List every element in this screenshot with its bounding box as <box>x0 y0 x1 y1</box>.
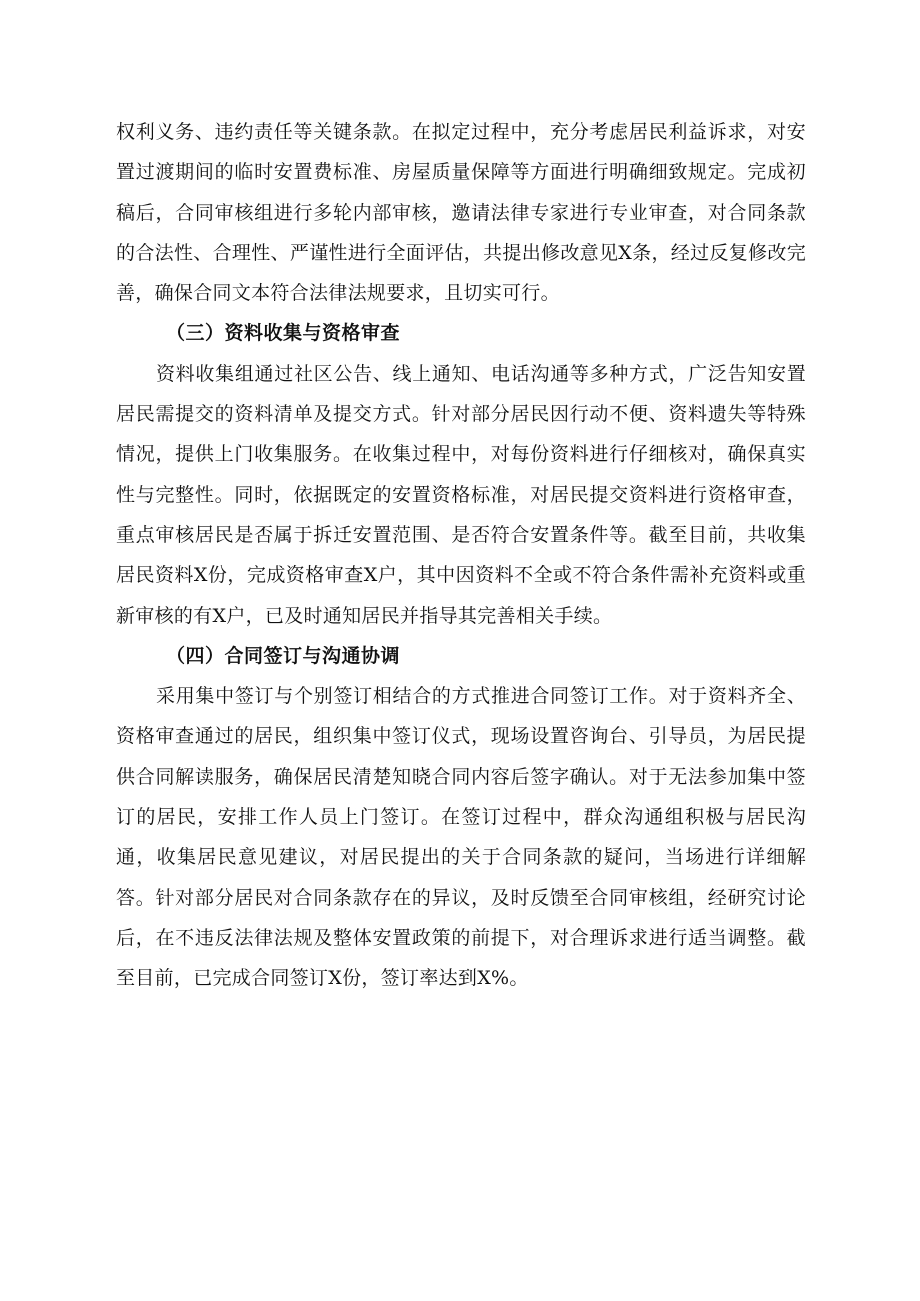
paragraph-contract-drafting: 权利义务、违约责任等关键条款。在拟定过程中，充分考虑居民利益诉求，对安置过渡期间的临时安置费标准、房屋质量保障等方面进行明确细致规定。完成初稿后，合同审核组进行多轮内部审核，邀请法律专家进行专业审查，对合同条款的合法性、合理性、严谨性进行全面评估，共提出修改意见X条，经过反复修改完善，确保合同文本符合法律法规要求，且切实可行。 <box>116 121 806 305</box>
section-heading-contract-signing: （四）合同签订与沟通协调 <box>166 644 401 667</box>
section-heading-material-collection: （三）资料收集与资格审查 <box>166 322 401 345</box>
paragraph-material-collection: 资料收集组通过社区公告、线上通知、电话沟通等多种方式，广泛告知安置居民需提交的资料清单及提交方式。针对部分居民因行动不便、资料遗失等特殊情况，提供上门收集服务。在收集过程中，对每份资料进行仔细核对，确保真实性与完整性。同时，依据既定的安置资格标准，对居民提交资料进行资格审查，重点审核居民是否属于拆迁安置范围、是否符合安置条件等。截至目前，共收集居民资料X份，完成资格审查X户，其中因资料不全或不符合条件需补充资料或重新审核的有X户，已及时通知居民并指导其完善相关手续。 <box>116 362 806 627</box>
document-body <box>116 112 806 999</box>
paragraph-contract-signing: 采用集中签订与个别签订相结合的方式推进合同签订工作。对于资料齐全、资格审查通过的居民，组织集中签订仪式，现场设置咨询台、引导员，为居民提供合同解读服务，确保居民清楚知晓合同内容后签字确认。对于无法参加集中签订的居民，安排工作人员上门签订。在签订过程中，群众沟通组积极与居民沟通，收集居民意见建议，对居民提出的关于合同条款的疑问，当场进行详细解答。针对部分居民对合同条款存在的异议，及时反馈至合同审核组，经研究讨论后，在不违反法律法规及整体安置政策的前提下，对合理诉求进行适当调整。截至目前，已完成合同签订X份，签订率达到X%。 <box>116 685 806 990</box>
